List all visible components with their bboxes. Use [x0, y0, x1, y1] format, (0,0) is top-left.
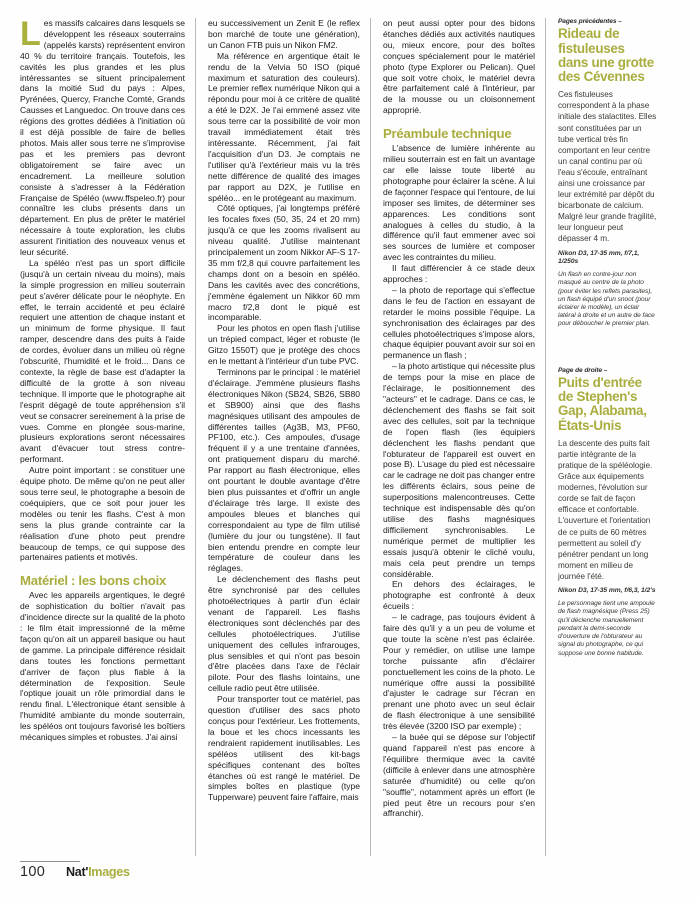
paragraph [20, 15, 185, 258]
paragraph: – la buée qui se dépose sur l'objectif quand l'appareil n'est pas encore à l'équilibre thermique avec la cavité (difficile à enlever dans une atmosphère saturée d'humidité) ou celle qu'on "souffle", notamment après un effort (le pied peut être un recours pour s'en affranchir). [383, 732, 535, 819]
magazine-name-part2: Images [88, 865, 130, 879]
paragraph: Côté optiques, j'ai longtemps préféré les focales fixes (50, 35, 24 et 20 mm) jusqu'à ce que les zooms rivalisent au niveau qualité. J'utilise maintenant principalement un zoom Nikkor AF-S 17-35 mm f/2,8 qui couvre parfaitement les champs dont on a besoin en spéléo. Dans les cavités avec des concrétions, j'emmène également un Nikkor 60 mm macro f/2,8 dont le piqué est incomparable. [208, 203, 360, 323]
paragraph: Il faut différencier à ce stade deux approches : [383, 263, 535, 285]
paragraph: En dehors des éclairages, le photographe est confronté à deux écueils : [383, 579, 535, 612]
caption-title: Rideau de fistuleuses dans une grotte des Cévennes [558, 26, 654, 85]
caption-body: La descente des puits fait partie intégrante de la pratique de la spéléologie. Grâce aux équipements modernes, l'évolution sur corde se fait de façon efficace et confortable. L'ouverture et l'orientation de ce puits de 60 mètres permettent au soleil d'y pénétrer pendant un long moment en milieu de journée l'été. [558, 438, 653, 581]
caption-block-2 [558, 367, 657, 658]
caption-title: Puits d'entrée de Stephen's Gap, Alabama, États-Unis [558, 374, 647, 433]
caption-note: Un flash en contre-jour non masqué au centre de la photo (pour éviter les reflets parasites), un flash équipé d'un snoot (pour éclairer le modèle), un éclair latéral à droite et un autre de face pour déboucher le premier plan. [558, 271, 655, 328]
caption-sidebar [545, 18, 657, 856]
drop-cap-letter: L [20, 15, 41, 53]
text-column-2 [195, 18, 370, 856]
paragraph: Terminons par le principal : le matériel d'éclairage. J'emmène plusieurs flashs électroniques Nikon (SB24, SB26, SB80 et SB900) ainsi que des flashs magnésiques utilisant des ampoules de différentes tailles (Ag3B, M3, PF60, PF100, etc.). Ces ampoules, d'usage fréquent il y a une trentaine d'années, ont pratiquement disparu du marché. Par rapport au flash électronique, elles ont pourtant le double avantage d'être bien plus puissantes et d'offrir un angle d'éclairage très large. Il existe des ampoules bleues et blanches qui correspondaient au type de film utilisé (lumière du jour ou tungstène). Il faut bien entendu prendre en compte leur température de couleur dans les réglages. [208, 367, 360, 574]
caption-exif: Nikon D3, 17-35 mm, f/7,1, 1/250s [558, 249, 640, 265]
magazine-name-part1: Nat' [66, 865, 89, 879]
caption-block-1 [558, 18, 657, 329]
paragraph: Pour les photos en open flash j'utilise un trépied compact, léger et robuste (le Gitzo 1550T) que je protège des chocs en le mettant à l'intérieur d'un tube PVC. [208, 323, 360, 367]
paragraph: – le cadrage, pas toujours évident à faire dès qu'il y a un peu de volume et que toute la scène n'est pas éclairée. Pour y remédier, on utilise une lampe torche puissante afin d'éclairer ponctuellement les coins de la photo. Le numérique offre aussi la possibilité d'ajuster le cadrage sur l'écran en prenant une photo avec un seul éclair de flash électronique à une sensibilité très élevée (3200 ISO par exemple) ; [383, 612, 535, 732]
text-column-3 [370, 18, 545, 856]
page-columns [20, 15, 680, 856]
paragraph: Autre point important : se constituer une équipe photo. De même qu'on ne peut aller sous terre seul, le photographe a besoin de coéquipiers, que ce soit pour jouer les modèles ou tenir les flashs. C'est à mon sens la plus grande contrainte car la réalisation d'une photo peut prendre beaucoup de temps, ce qui suppose des partenaires patients et motivés. [20, 465, 185, 563]
paragraph: La spéléo n'est pas un sport difficile (jusqu'à un certain niveau du moins), mais la simple progression en milieu souterrain peut s'avérer délicate pour le néophyte. En effet, le terrain accidenté et peu éclairé requiert une attention de chaque instant et un minimum de forme physique. Il faut ramper, descendre dans des puits à l'aide de cordes, évoluer dans un milieu où règne l'obscurité, l'humidité et le froid... Dans ce contexte, la règle de base est d'adapter la difficulté de la grotte à son niveau technique. Il importe que le photographe ait l'esprit dégagé de toute appréhension s'il veut se consacrer sereinement à la prise de vues. Comme en plongée sous-marine, plusieurs explorations seront nécessaires avant d'évacuer tout stress contre-performant. [20, 257, 185, 465]
paragraph: – la photo de reportage qui s'effectue dans le feu de l'action en essayant de retarder le moins possible l'équipe. La synchronisation des éclairages par des cellules photoélectriques s'impose alors, chaque équipier pouvant avoir sur soi en permanence un flash ; [383, 284, 535, 361]
section-heading-materiel: Matériel : les bons choix [20, 573, 167, 589]
page-footer [20, 864, 220, 880]
paragraph: L'absence de lumière inhérente au milieu souterrain est en fait un avantage car elle laisse toute liberté au photographe pour éclairer la scène. À lui de façonner l'espace qui l'entoure, de lui imposer ses limites, de déterminer ses apparences. Les conditions sont analogues à celles du studio, à la différence qu'il faut emmener avec soi ses sources de lumière et composer avec les contraintes du milieu. [383, 143, 535, 263]
paragraph: Le déclenchement des flashs peut être synchronisé par des cellules photoélectriques à partir d'un éclair venant de l'appareil. Les flashs électroniques sont déclenchés par des cellules photoélectriques. J'utilise uniquement des cellules infrarouges, plus sensibles et qui n'ont pas besoin d'être placées dans l'axe de l'éclair pilote. Pour des flashs lointains, une cellule radio peut être utilisée. [208, 574, 360, 694]
caption-body: Ces fistuleuses correspondent à la phase initiale des stalactites. Elles sont constituées par un tube vertical très fin comportant en leur centre un canal continu par où l'eau s'écoule, entraînant ainsi une croissance par leur extrémité par dépôt du bicarbonate de calcium. Malgré leur grande fragilité, leur longueur peut dépasser 4 m. [558, 90, 657, 244]
paragraph: Avec les appareils argentiques, le degré de sophistication du boîtier n'avait pas d'incidence directe sur la qualité de la photo : le film était impressionné de la même façon qu'on ait un appareil basique ou haut de gamme. La principale différence résidait dans toutes les fonctions permettant d'arriver de façon plus fiable à la détermination de l'exposition. Seule l'optique jouait un rôle primordial dans le rendu final. L'électronique étant sensible à l'humidité ambiante du monde souterrain, les spéléos ont toujours favorisé les boîtiers mécaniques simples et robustes. J'ai ainsi [20, 590, 185, 743]
section-heading-preambule: Préambule technique [383, 126, 512, 142]
magazine-logo [66, 865, 130, 879]
page-number: 100 [20, 864, 46, 880]
paragraph: on peut aussi opter pour des bidons étanches dédiés aux activités nautiques ou, mieux encore, pour des boîtes conçues spécialement pour le matériel photo (type Explorer ou Pelican). Quel que soit votre choix, le matériel devra être parfaitement calé à l'intérieur, par de la mousse ou un cloisonnement approprié. [383, 18, 535, 116]
paragraph: eu successivement un Zenit E (le reflex bon marché de toute une génération), un Canon FTB puis un Nikon FM2. [208, 18, 360, 50]
caption-kicker: Page de droite – [558, 366, 608, 374]
paragraph: Ma référence en argentique était le rendu de la Velvia 50 ISO (piqué maximum et saturation des couleurs). Le premier reflex numérique Nikon qui a répondu pour moi à ce critère de qualité a été le D2X. Je l'ai emmené assez vite sous terre car la possibilité de voir mon travail immédiatement était très intéressante. Récemment, j'ai fait l'acquisition d'un D3. Je comptais ne l'utiliser qu'à l'extérieur mais vu la très nette différence de qualité des images par rapport au D2X, je l'utilise en spéléo... en le protégeant au maximum. [208, 50, 360, 203]
paragraph: – la photo artistique qui nécessite plus de temps pour la mise en place de l'éclairage, le positionnement des "acteurs" et le cadrage. Dans ce cas, le déclenchement des flashs se fait soit avec des cellules, soit par la technique de l'open flash (les équipiers déclenchent les flashs pendant que l'obturateur de l'appareil est ouvert en pose B). L'usage du pied est nécessaire car le cadrage ne doit pas changer entre les différents éclairs, sous peine de superpositions malencontreuses. Cette technique est indispensable dès qu'on utilise des flashs magnésiques difficilement synchronisables. Le numérique permet de multiplier les essais jusqu'à obtenir le cliché voulu, mais cela peut prendre un temps considérable. [383, 361, 535, 579]
caption-exif: Nikon D3, 17-35 mm, f/6,3, 1/2's [558, 586, 656, 594]
caption-spacer [558, 331, 657, 367]
caption-kicker: Pages précédentes – [558, 18, 622, 25]
footer-divider [20, 861, 80, 862]
caption-note: Le personnage tient une ampoule de flash magnésique (Press 25) qu'il déclenche manuellement pendant la demi-seconde d'ouverture de l'obturateur au signal du photographe, ce qui suppose une bonne habitude. [558, 600, 655, 657]
paragraph: Pour transporter tout ce matériel, pas question d'utiliser des sacs photo conçus pour l'extérieur. Les frottements, la boue et les chocs incessants les rendraient rapidement inutilisables. Les spéléos utilisent des kit-bags spécifiques contenant des boîtes étanches où est rangé le matériel. De simples boîtes en plastique (type Tupperware) peuvent faire l'affaire, mais [208, 694, 360, 803]
text-column-1 [20, 15, 195, 856]
paragraph-text: es massifs calcaires dans lesquels se développent les réseaux souterrains (appelés karsts) représentent environ 40 % du territoire français. Toutefois, les cavités les plus grandes et les plus intéressantes se situent principalement dans la moitié Sud du pays : Alpes, Pyrénées, Quercy, Franche Comté, Grands Causses et Languedoc. On trouve dans ces régions des grottes dédiées à l'initiation où il est déjà possible de faire de belles photos. Mais aller sous terre ne s'improvise pas et les premiers pas devront obligatoirement se faire avec un encadrement. La meilleure solution consiste à s'adresser à la Fédération Française de Spéléo (www.ffspeleo.fr) pour connaître les clubs présents dans un département. En plus de prêter le matériel nécessaire à toute exploration, les clubs assurent l'initiation des nouveaux venus et leur sécurité. [20, 18, 185, 258]
